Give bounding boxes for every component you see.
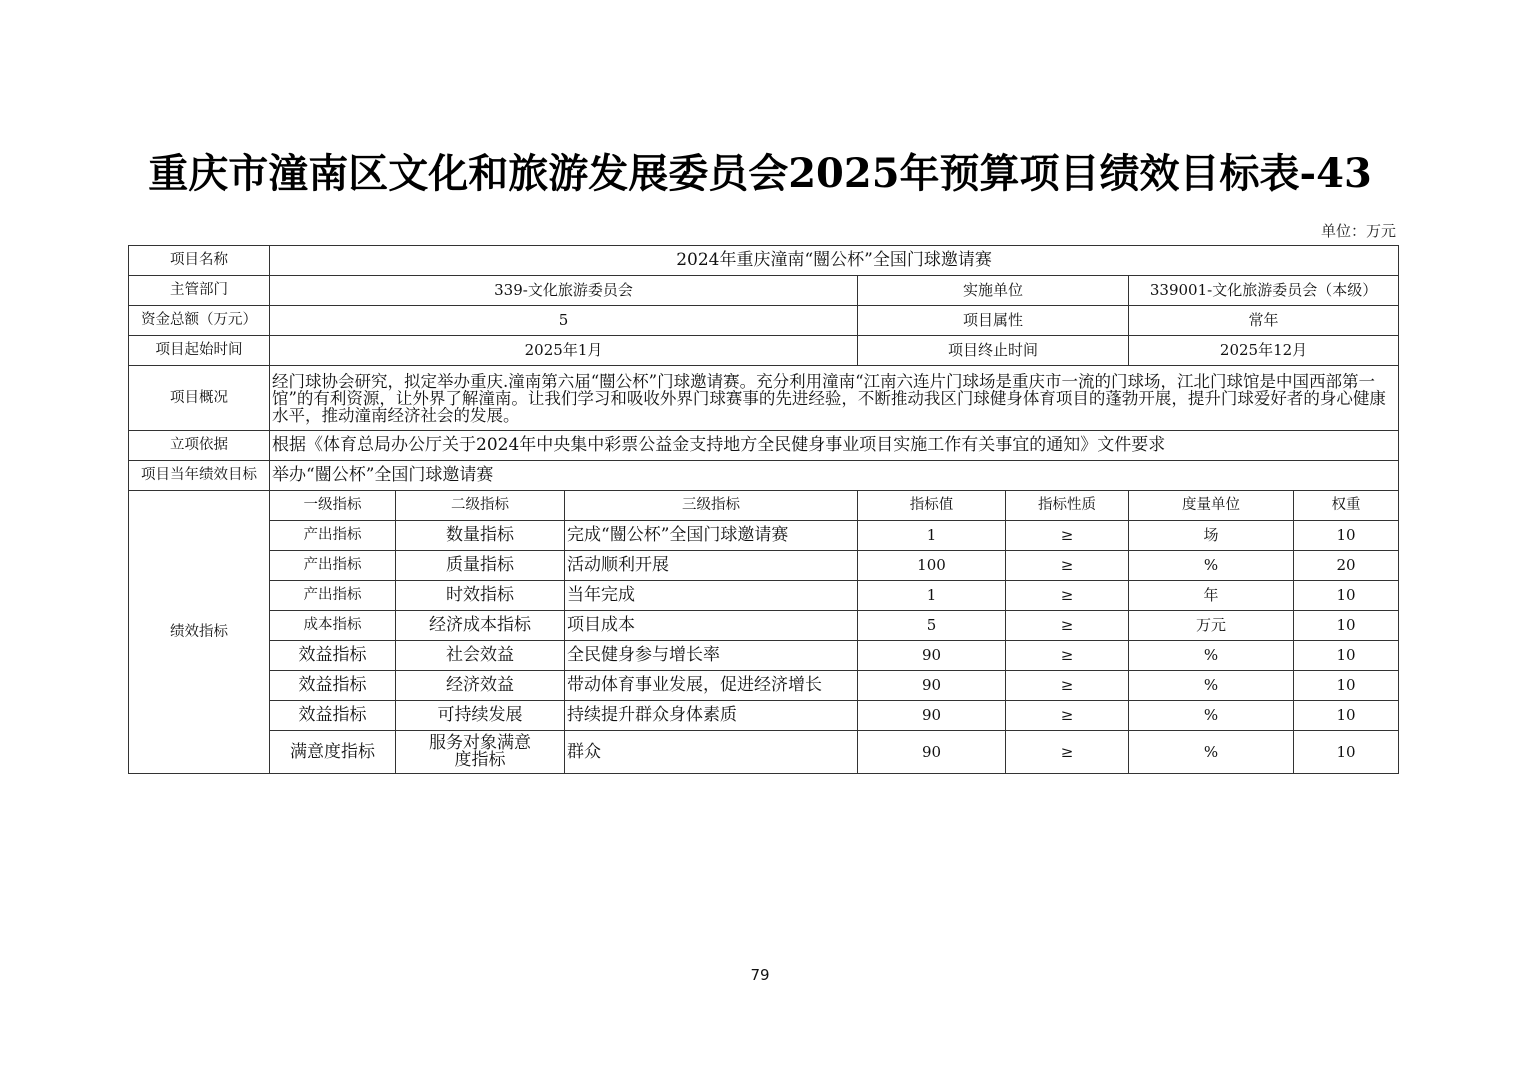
indicator-weight: 10: [1294, 671, 1399, 701]
unit-label: 单位：万元: [1320, 222, 1396, 240]
indicator-unit: 万元: [1129, 611, 1294, 641]
indicator-row: [129, 701, 1399, 731]
goal-label: 项目当年绩效目标: [129, 461, 270, 491]
indicator-level1: 产出指标: [270, 581, 396, 611]
indicator-level1: 效益指标: [270, 701, 396, 731]
indicator-level1: 产出指标: [270, 551, 396, 581]
indicator-level3: 项目成本: [565, 611, 858, 641]
end-value: 2025年12月: [1129, 336, 1399, 366]
indicator-weight: 10: [1294, 581, 1399, 611]
row-project-name: [129, 246, 1399, 276]
indicator-level2: 经济成本指标: [396, 611, 565, 641]
indicator-unit: %: [1129, 701, 1294, 731]
header-level3: 三级指标: [565, 491, 858, 521]
indicator-unit: %: [1129, 551, 1294, 581]
indicator-row: [129, 521, 1399, 551]
header-value: 指标值: [858, 491, 1006, 521]
attr-label: 项目属性: [858, 306, 1129, 336]
performance-table: [128, 245, 1399, 774]
dept-label: 主管部门: [129, 276, 270, 306]
basis-value: 根据《体育总局办公厅关于2024年中央集中彩票公益金支持地方全民健身事业项目实施工作有关事宜的通知》文件要求: [270, 431, 1399, 461]
indicator-nature: ≥: [1006, 581, 1129, 611]
indicator-value: 1: [858, 521, 1006, 551]
indicator-unit: %: [1129, 671, 1294, 701]
impl-label: 实施单位: [858, 276, 1129, 306]
indicator-unit: %: [1129, 641, 1294, 671]
indicator-row: [129, 551, 1399, 581]
indicator-value: 90: [858, 701, 1006, 731]
indicator-weight: 10: [1294, 641, 1399, 671]
indicator-row: [129, 611, 1399, 641]
indicator-row: [129, 731, 1399, 774]
end-label: 项目终止时间: [858, 336, 1129, 366]
fund-value: 5: [270, 306, 858, 336]
indicator-nature: ≥: [1006, 611, 1129, 641]
indicator-value: 90: [858, 671, 1006, 701]
attr-value: 常年: [1129, 306, 1399, 336]
page-title: 重庆市潼南区文化和旅游发展委员会2025年预算项目绩效目标表-43: [148, 150, 1372, 197]
indicator-level3: 群众: [565, 731, 858, 774]
dept-value: 339-文化旅游委员会: [270, 276, 858, 306]
start-label: 项目起始时间: [129, 336, 270, 366]
project-name-label: 项目名称: [129, 246, 270, 276]
indicator-nature: ≥: [1006, 671, 1129, 701]
indicator-row: [129, 581, 1399, 611]
project-name-value: 2024年重庆潼南“闓公杯”全国门球邀请赛: [270, 246, 1399, 276]
overview-label: 项目概况: [129, 366, 270, 431]
indicator-level3: 当年完成: [565, 581, 858, 611]
start-value: 2025年1月: [270, 336, 858, 366]
indicator-nature: ≥: [1006, 641, 1129, 671]
fund-label: 资金总额（万元）: [129, 306, 270, 336]
indicator-weight: 10: [1294, 701, 1399, 731]
indicator-unit: 场: [1129, 521, 1294, 551]
indicator-row: [129, 641, 1399, 671]
page-number: 79: [750, 966, 770, 984]
indicator-nature: ≥: [1006, 701, 1129, 731]
row-fund: [129, 306, 1399, 336]
indicator-level2: 服务对象满意度指标: [396, 731, 565, 774]
row-overview: [129, 366, 1399, 431]
indicator-level1: 产出指标: [270, 521, 396, 551]
indicator-level1: 成本指标: [270, 611, 396, 641]
indicator-value: 5: [858, 611, 1006, 641]
indicator-header-row: [129, 491, 1399, 521]
indicator-unit: %: [1129, 731, 1294, 774]
header-weight: 权重: [1294, 491, 1399, 521]
indicator-level1: 满意度指标: [270, 731, 396, 774]
indicator-level3: 完成“闓公杯”全国门球邀请赛: [565, 521, 858, 551]
indicator-value: 90: [858, 641, 1006, 671]
header-unit: 度量单位: [1129, 491, 1294, 521]
header-level1: 一级指标: [270, 491, 396, 521]
indicator-level1: 效益指标: [270, 641, 396, 671]
impl-value: 339001-文化旅游委员会（本级）: [1129, 276, 1399, 306]
indicator-unit: 年: [1129, 581, 1294, 611]
indicator-level3: 持续提升群众身体素质: [565, 701, 858, 731]
indicator-level3: 全民健身参与增长率: [565, 641, 858, 671]
indicator-level3: 带动体育事业发展，促进经济增长: [565, 671, 858, 701]
indicator-value: 90: [858, 731, 1006, 774]
indicator-level2: 可持续发展: [396, 701, 565, 731]
goal-value: 举办“闓公杯”全国门球邀请赛: [270, 461, 1399, 491]
indicators-section-label: 绩效指标: [129, 491, 270, 774]
row-time: [129, 336, 1399, 366]
row-basis: [129, 431, 1399, 461]
indicator-nature: ≥: [1006, 551, 1129, 581]
indicator-weight: 10: [1294, 731, 1399, 774]
indicator-nature: ≥: [1006, 521, 1129, 551]
indicator-weight: 10: [1294, 611, 1399, 641]
indicator-level3: 活动顺利开展: [565, 551, 858, 581]
indicator-value: 1: [858, 581, 1006, 611]
row-goal: [129, 461, 1399, 491]
indicator-value: 100: [858, 551, 1006, 581]
basis-label: 立项依据: [129, 431, 270, 461]
indicator-row: [129, 671, 1399, 701]
overview-value: 经门球协会研究，拟定举办重庆.潼南第六届“闓公杯”门球邀请赛。充分利用潼南“江南六连片门球场是重庆市一流的门球场，江北门球馆是中国西部第一馆”的有利资源，让外界了解潼南。让我们学习和吸收外界门球赛事的先进经验，不断推动我区门球健身体育项目的蓬勃开展，提升门球爱好者的身心健康水平，推动潼南经济社会的发展。: [270, 366, 1399, 431]
indicator-nature: ≥: [1006, 731, 1129, 774]
indicator-weight: 20: [1294, 551, 1399, 581]
row-dept: [129, 276, 1399, 306]
indicator-level2: 经济效益: [396, 671, 565, 701]
indicator-level2: 时效指标: [396, 581, 565, 611]
indicator-weight: 10: [1294, 521, 1399, 551]
header-nature: 指标性质: [1006, 491, 1129, 521]
indicator-level2: 社会效益: [396, 641, 565, 671]
indicator-level2: 数量指标: [396, 521, 565, 551]
indicator-level1: 效益指标: [270, 671, 396, 701]
indicator-level2: 质量指标: [396, 551, 565, 581]
header-level2: 二级指标: [396, 491, 565, 521]
